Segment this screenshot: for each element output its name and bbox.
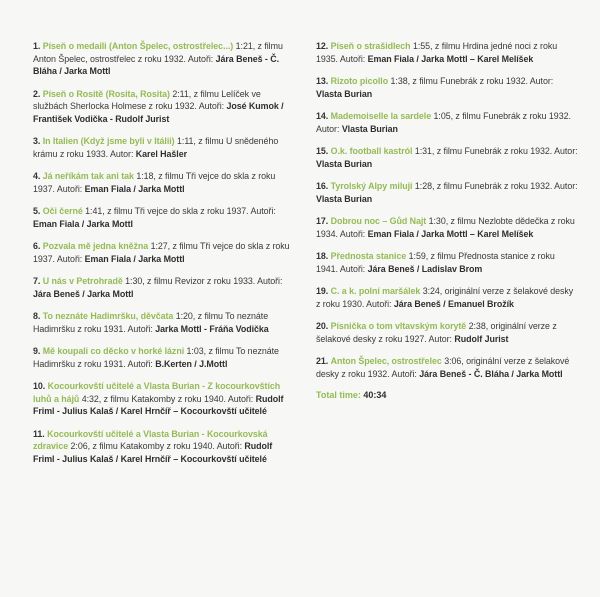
track-number: 12. (316, 41, 329, 51)
track-title: Dobrou noc – Gůd Najt (330, 216, 427, 226)
track-number: 4. (33, 171, 41, 181)
track-info: 1:18, z filmu Tři vejce do skla z roku 1937. Autoři: (33, 171, 276, 194)
track-entry (316, 355, 578, 380)
track-authors: Vlasta Burian (341, 123, 398, 134)
track-info: 1:05, z filmu Funebrák z roku 1932. Autor: (316, 111, 571, 134)
track-number: 20. (316, 321, 329, 331)
track-title: Tyrolský Alpy miluji (330, 181, 413, 191)
track-number: 17. (316, 216, 329, 226)
track-entry (316, 145, 578, 170)
track-entry (33, 240, 295, 265)
track-title: Oči černé (42, 206, 83, 216)
track-info: 1:21, z filmu Anton Špelec, ostrostřelec z roku 1932. Autoři: (33, 41, 283, 64)
track-number: 18. (316, 251, 329, 261)
track-entry (316, 285, 578, 310)
track-number: 7. (33, 276, 41, 286)
track-number: 1. (33, 41, 41, 51)
track-authors: José Kumok / František Vodička - Rudolf Jurist (33, 101, 284, 124)
track-info: 1:31, z filmu Funebrák z roku 1932. Autor: (414, 146, 578, 156)
track-number: 19. (316, 286, 329, 296)
track-title: Přednosta stanice (330, 251, 407, 261)
track-info: 1:20, z filmu To neznáte Hadimršku z roku 1931. Autoři: (33, 311, 269, 334)
track-title: Kocourkovští učitelé a Vlasta Burian - Z kocourkovštích luhů a hájů (33, 381, 281, 404)
track-number: 15. (316, 146, 329, 156)
track-entry (33, 428, 295, 466)
track-entry (316, 215, 578, 240)
track-entry (33, 170, 295, 195)
track-authors: Jára Beneš - Č. Bláha / Jarka Mottl (33, 53, 279, 76)
track-entry (316, 40, 578, 65)
track-info: 2:38, originální verze z šelakové desky z roku 1927. Autor: (316, 321, 557, 344)
track-entry (316, 320, 578, 345)
track-number: 2. (33, 88, 41, 99)
track-title: Píseň o medaili (Anton Špelec, ostrostřelec...) (42, 41, 234, 51)
track-entry (316, 180, 578, 205)
total-time (316, 390, 578, 400)
track-title: Písnička o tom vltavským korytě (330, 321, 467, 331)
total-time-label: Total time: (316, 390, 361, 400)
track-title: Píseň o Rositě (Rosita, Rosita) (42, 88, 170, 99)
track-entry (316, 250, 578, 275)
track-entry (33, 275, 295, 300)
total-time-value: 40:34 (363, 390, 387, 400)
track-title: Mě koupali co děcko v horké lázni (42, 346, 185, 356)
track-entry (33, 88, 295, 126)
track-number: 6. (33, 241, 41, 251)
track-title: Mademoiselle la sardele (330, 111, 432, 121)
track-number: 8. (33, 311, 41, 321)
track-title: Rizoto picollo (330, 76, 389, 86)
track-info: 1:55, z filmu Hrdina jedné noci z roku 1935. Autoři: (316, 41, 558, 64)
track-title: U nás v Petrohradě (42, 276, 123, 286)
track-authors: Jára Beneš / Jarka Mottl (33, 288, 134, 299)
track-number: 21. (316, 356, 329, 366)
track-info: 1:03, z filmu To neznáte Hadimršku z roku 1931. Autoři: (33, 346, 279, 369)
track-authors: Jarka Mottl - Fráňa Vodička (155, 323, 269, 334)
track-title: O.k. football kastról (330, 146, 413, 156)
track-entry (316, 75, 578, 100)
track-info: 1:28, z filmu Funebrák z roku 1932. Autor: (414, 181, 578, 191)
track-entry (33, 380, 295, 418)
track-authors: Jára Beneš - Č. Bláha / Jarka Mottl (419, 368, 563, 379)
track-title: Píseň o strašidlech (330, 41, 411, 51)
track-info: 2:06, z filmu Katakomby z roku 1940. Autoři: (70, 441, 242, 451)
track-number: 16. (316, 181, 329, 191)
track-number: 9. (33, 346, 41, 356)
tracklist-right-column (316, 40, 578, 400)
track-authors: Vlasta Burian (316, 158, 373, 169)
track-info: 1:11, z filmu U snědeného krámu z roku 1933. Autor: (33, 136, 279, 159)
track-title: Pozvala mě jedna kněžna (42, 241, 149, 251)
track-title: Anton Špelec, ostrostřelec (330, 356, 442, 366)
track-title: Já neříkám tak ani tak (42, 171, 134, 181)
track-info: 2:11, z filmu Lelíček ve službách Sherlocka Holmese z roku 1932. Autoři: (33, 88, 261, 111)
track-entry (33, 205, 295, 230)
track-info: 1:27, z filmu Tři vejce do skla z roku 1937. Autoři: (33, 241, 290, 264)
track-entry (33, 345, 295, 370)
track-info: 1:30, z filmu Revizor z roku 1933. Autoři: (125, 276, 283, 286)
track-authors: Karel Hašler (135, 148, 187, 159)
track-authors: Eman Fiala / Jarka Mottl (84, 183, 185, 194)
track-authors: Eman Fiala / Jarka Mottl – Karel Melíšek (367, 53, 534, 64)
tracklist-left-column (33, 40, 295, 475)
track-entry (33, 310, 295, 335)
track-entry (316, 110, 578, 135)
track-authors: Eman Fiala / Jarka Mottl (84, 253, 185, 264)
track-title: C. a k. polní maršálek (330, 286, 421, 296)
track-info: 1:38, z filmu Funebrák z roku 1932. Autor: (390, 76, 554, 86)
track-info: 1:59, z filmu Přednosta stanice z roku 1941. Autoři: (316, 251, 555, 274)
track-entry (33, 40, 295, 78)
track-authors: Vlasta Burian (316, 88, 373, 99)
track-authors: Jára Beneš / Emanuel Brožík (393, 298, 514, 309)
track-title: To neznáte Hadimršku, děvčata (42, 311, 174, 321)
track-number: 10. (33, 381, 46, 391)
track-number: 14. (316, 111, 329, 121)
track-info: 1:30, z filmu Nezlobte dědečka z roku 1934. Autoři: (316, 216, 575, 239)
track-authors: Rudolf Jurist (454, 333, 509, 344)
track-title: Kocourkovští učitelé a Vlasta Burian - Kocourkovská zdravice (33, 428, 268, 451)
track-entry (33, 135, 295, 160)
track-authors: Vlasta Burian (316, 193, 373, 204)
track-title: In Italien (Když jsme byli v Itálii) (42, 136, 175, 146)
track-info: 3:24, originální verze z šelakové desky z roku 1930. Autoři: (316, 286, 574, 309)
track-info: 4:32, z filmu Katakomby z roku 1940. Autoři: (81, 393, 254, 404)
track-authors: B.Kerten / J.Mottl (155, 358, 228, 369)
track-info: 3:06, originální verze z šelakové desky z roku 1932. Autoři: (316, 356, 570, 379)
track-authors: Jára Beneš / Ladislav Brom (367, 263, 483, 274)
track-number: 13. (316, 76, 329, 86)
track-info: 1:41, z filmu Tři vejce do skla z roku 1937. Autoři: (85, 206, 276, 216)
track-number: 5. (33, 206, 41, 216)
track-number: 11. (33, 428, 45, 439)
track-authors: Eman Fiala / Jarka Mottl – Karel Melíšek (367, 228, 534, 239)
track-authors: Rudolf Friml - Julius Kalaš / Karel Hrnčíř – Kocourkovští učitelé (33, 393, 284, 416)
track-authors: Rudolf Friml - Julius Kalaš / Karel Hrnčíř – Kocourkovští učitelé (33, 441, 273, 464)
track-number: 3. (33, 136, 41, 146)
track-authors: Eman Fiala / Jarka Mottl (33, 218, 133, 229)
